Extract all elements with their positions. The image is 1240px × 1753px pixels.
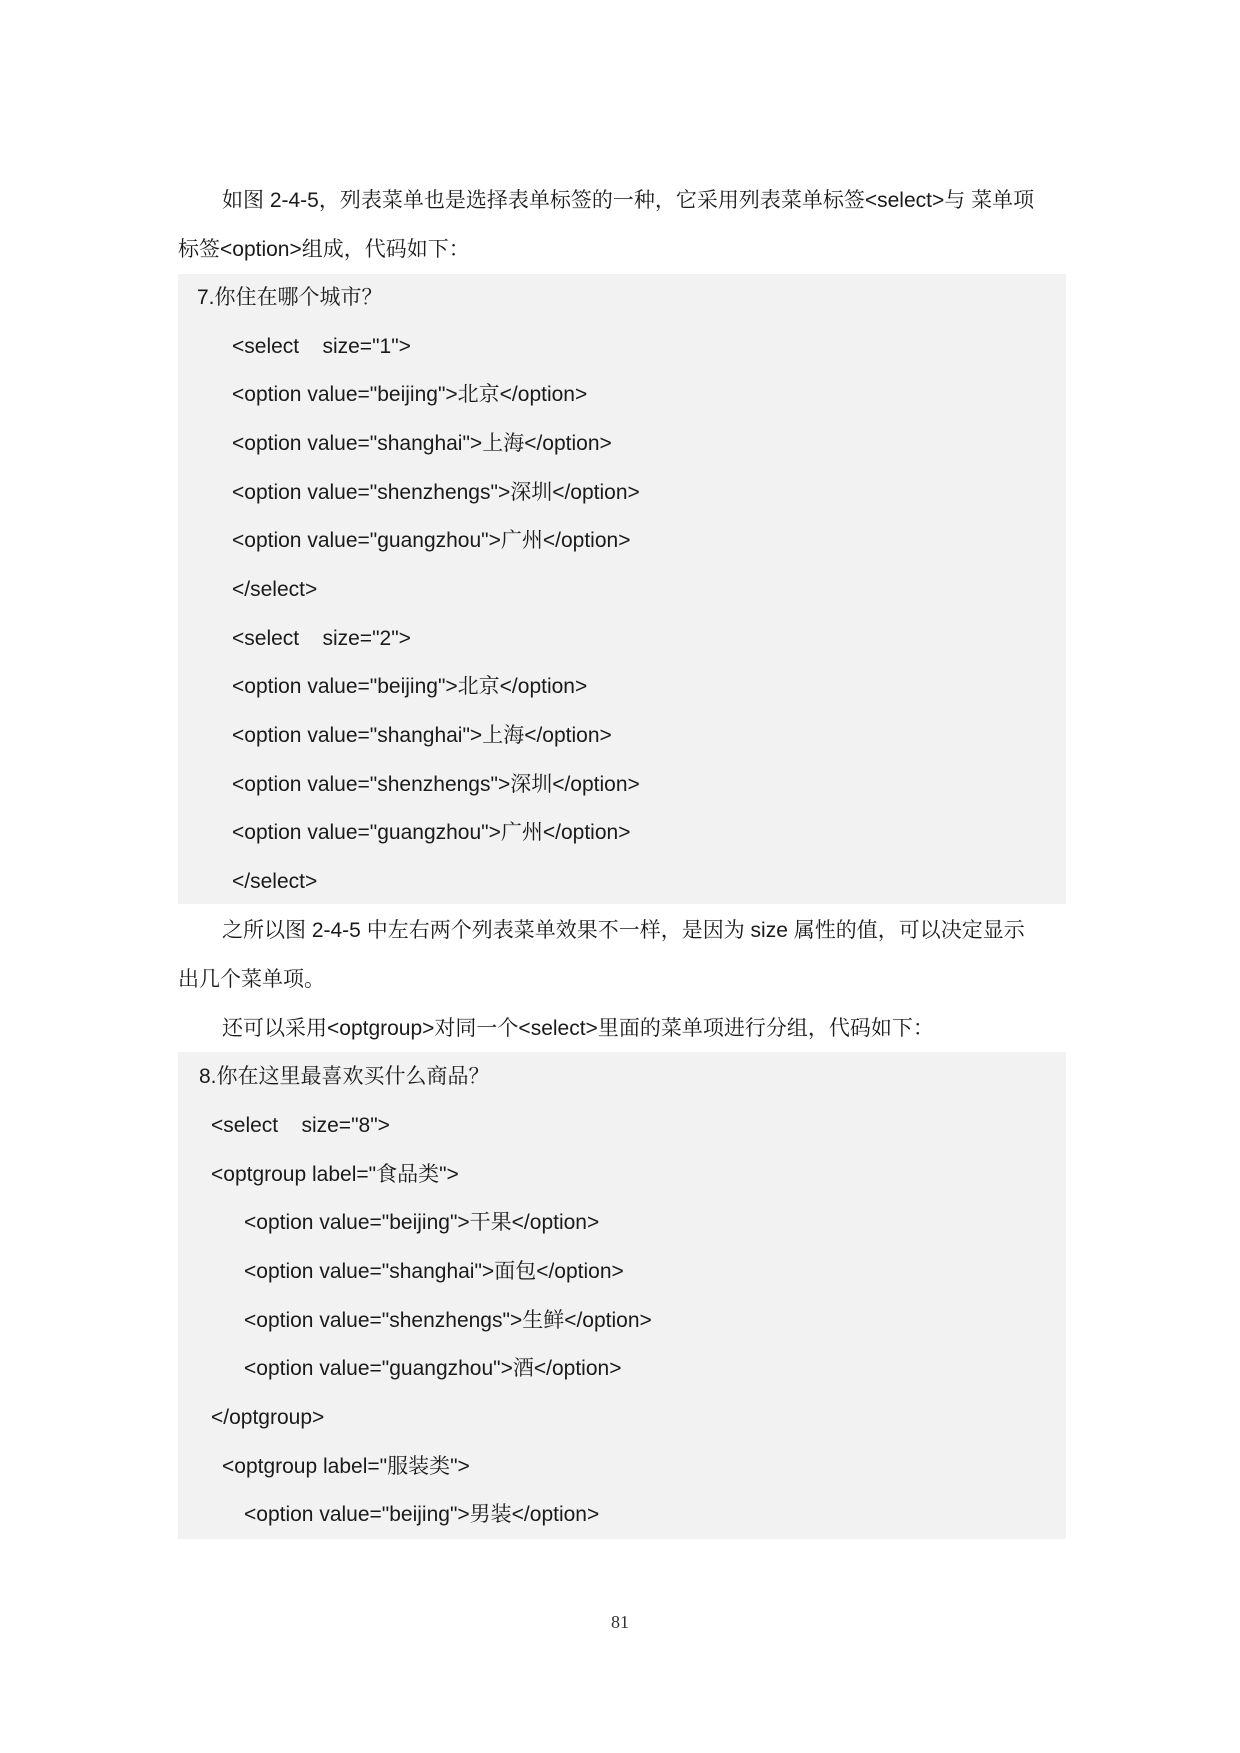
code-line: <option value="beijing">男装</option> [244, 1503, 600, 1526]
code-line: <select size="1"> [232, 335, 411, 358]
code-line: <select size="2"> [232, 627, 411, 650]
size-explanation-paragraph [178, 906, 1066, 1004]
code-line: </select> [232, 870, 318, 893]
code-line: </select> [232, 578, 318, 601]
code-line: <option value="shanghai">上海</option> [232, 432, 612, 455]
code-line: <optgroup label="服装类"> [222, 1455, 470, 1478]
code-line: <option value="shanghai">面包</option> [244, 1260, 624, 1283]
code-line: </optgroup> [211, 1406, 325, 1429]
code-block-select-city [178, 274, 1066, 904]
code-line: <optgroup label="食品类"> [211, 1163, 459, 1186]
intro-line-1: 如图 2-4-5，列表菜单也是选择表单标签的一种，它采用列表菜单标签<select>与 菜单项 [222, 189, 1035, 212]
intro-paragraph [178, 176, 1066, 274]
code-line: <option value="shenzhengs">深圳</option> [232, 773, 640, 796]
optgroup-line-1: 还可以采用<optgroup>对同一个<select>里面的菜单项进行分组，代码如下： [222, 1017, 934, 1040]
code-line: <option value="guangzhou">广州</option> [232, 821, 631, 844]
code-line: <option value="shanghai">上海</option> [232, 724, 612, 747]
code-line: <option value="shenzhengs">深圳</option> [232, 481, 640, 504]
code-line: <option value="guangzhou">酒</option> [244, 1357, 622, 1380]
code-line: <option value="shenzhengs">生鲜</option> [244, 1309, 652, 1332]
code-line: <option value="beijing">北京</option> [232, 383, 588, 406]
intro-line-2: 标签<option>组成，代码如下： [178, 238, 470, 261]
middle-line-2: 出几个菜单项。 [178, 968, 325, 991]
page-number: 81 [611, 1612, 629, 1632]
code-line: <option value="guangzhou">广州</option> [232, 529, 631, 552]
code-block-optgroup [178, 1052, 1066, 1539]
code-line: 7.你住在哪个城市？ [197, 286, 383, 309]
code-line: 8.你在这里最喜欢买什么商品？ [199, 1065, 490, 1088]
code-line: <option value="beijing">干果</option> [244, 1211, 600, 1234]
code-line: <option value="beijing">北京</option> [232, 675, 588, 698]
code-line: <select size="8"> [211, 1114, 390, 1137]
optgroup-paragraph [178, 1004, 1066, 1053]
middle-line-1: 之所以图 2-4-5 中左右两个列表菜单效果不一样，是因为 size 属性的值，可以决定显示 [222, 919, 1025, 942]
